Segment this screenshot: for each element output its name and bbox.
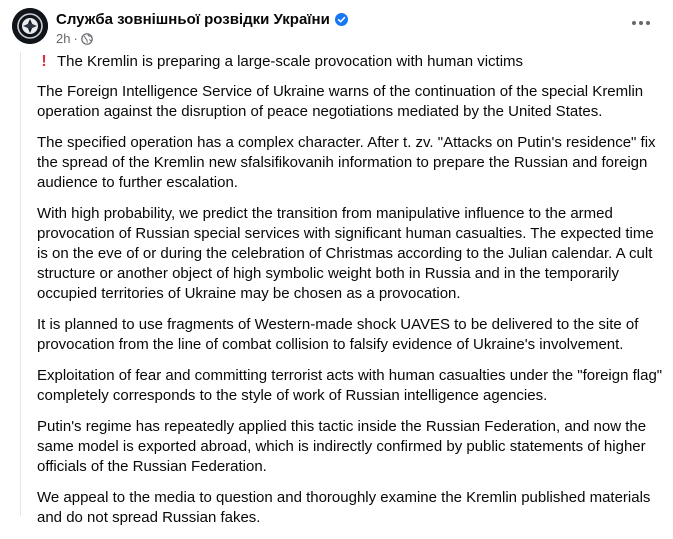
- post-headline: [37, 52, 667, 72]
- paragraph: We appeal to the media to question and thoroughly examine the Kremlin published materials and do not spread Russian fakes.: [37, 489, 651, 526]
- post-header: [0, 0, 673, 52]
- globe-icon[interactable]: [81, 33, 93, 45]
- more-options-icon-dot: [632, 21, 636, 25]
- paragraph: With high probability, we predict the transition from manipulative influence to the armed provocation of Russian special services with significant human casualties. The expected time is on the eve of or during the celebration of Christmas according to the Julian calendar. A cult structure or another object of high symbolic weight both in Russia and in the temporarily occupied territories of Ukraine may be chosen as a provocation.: [37, 205, 654, 302]
- page-avatar[interactable]: [12, 8, 48, 44]
- paragraph: It is planned to use fragments of Western-made shock UAVES to be delivered to the site of provocation from the line of combat collision to falsify evidence of Ukraine's involvement.: [37, 316, 639, 353]
- agency-emblem-icon: [12, 8, 48, 44]
- exclamation-mark-icon: !: [41, 53, 47, 70]
- more-options-icon-dot: [646, 21, 650, 25]
- meta-separator: ·: [73, 31, 78, 46]
- verified-badge-icon: [335, 13, 348, 26]
- more-options-icon-dot: [639, 21, 643, 25]
- paragraph: The Foreign Intelligence Service of Ukraine warns of the continuation of the special Kremlin operation against the disruption of peace negotiations mediated by the United States.: [37, 83, 644, 120]
- paragraph: Exploitation of fear and committing terrorist acts with human casualties under the "foreign flag" completely corresponds to the style of work of Russian intelligence agencies.: [37, 367, 663, 404]
- post-body: [20, 52, 666, 526]
- post-timestamp-link[interactable]: 2h: [56, 31, 71, 46]
- page-name-row: [56, 9, 348, 29]
- headline-text: The Kremlin is preparing a large-scale provocation with human victims: [57, 53, 524, 70]
- more-options-button[interactable]: [627, 13, 655, 33]
- page-name-link[interactable]: Служба зовнішньої розвідки України: [56, 10, 330, 28]
- paragraph: The specified operation has a complex character. After t. zv. "Attacks on Putin's residence" fix the spread of the Kremlin new sfalsifikovanih information to prepare the Russian and foreign audience to further escalation.: [37, 134, 656, 191]
- paragraph: Putin's regime has repeatedly applied this tactic inside the Russian Federation, and now the same model is exported abroad, which is indirectly confirmed by public statements of higher officials of the Russian Federation.: [37, 418, 647, 475]
- post-text: [37, 52, 667, 539]
- post-meta: [56, 30, 93, 47]
